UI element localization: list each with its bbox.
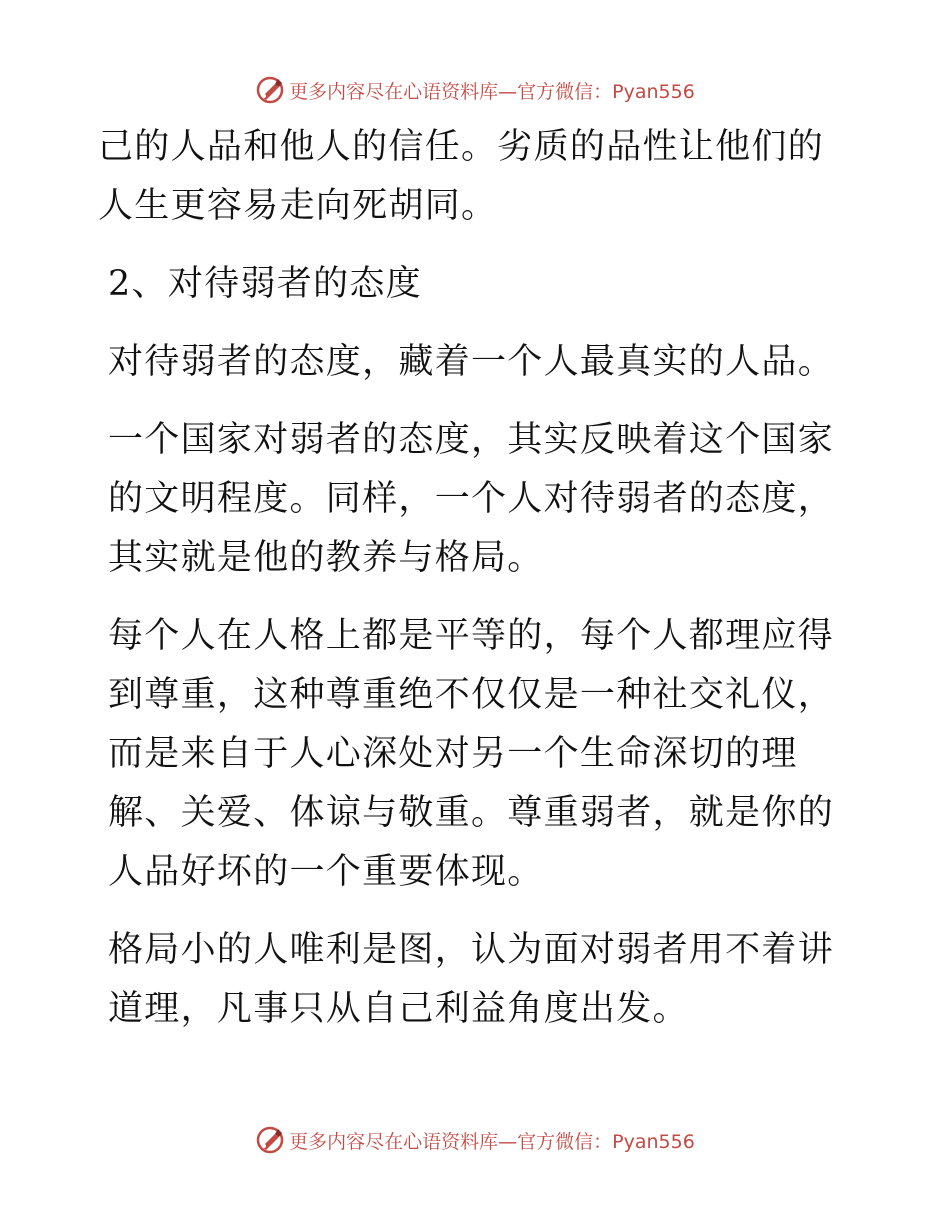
header-watermark-text: 更多内容尽在心语资料库—官方微信：Pyan556 <box>289 80 695 103</box>
paragraph-4: 每个人在人格上都是平等的，每个人都理应得到尊重，这种尊重绝不仅仅是一种社交礼仪，而是来自于人心深处对另一个生命深切的理解、关爱、体谅与敬重。尊重弱者，就是你的人品好坏的一个重要体现。 <box>108 616 835 892</box>
section-heading-2: 2、对待弱者的态度 <box>108 264 422 304</box>
pen-logo-icon <box>255 1125 285 1155</box>
paragraph-5: 格局小的人唯利是图，认为面对弱者用不着讲道理，凡事只从自己利益角度出发。 <box>108 930 835 1029</box>
paragraph-1: 己的人品和他人的信任。劣质的品性让他们的人生更容易走向死胡同。 <box>98 127 825 226</box>
document-body <box>98 118 858 1039</box>
footer-watermark-text: 更多内容尽在心语资料库—官方微信：Pyan556 <box>289 1130 695 1153</box>
pen-logo-icon <box>255 75 285 105</box>
paragraph-2: 对待弱者的态度，藏着一个人最真实的人品。 <box>108 342 835 382</box>
footer-watermark <box>0 1120 950 1160</box>
paragraph-3: 一个国家对弱者的态度，其实反映着这个国家的文明程度。同样，一个人对待弱者的态度，其实就是他的教养与格局。 <box>108 420 835 578</box>
header-watermark <box>0 70 950 110</box>
